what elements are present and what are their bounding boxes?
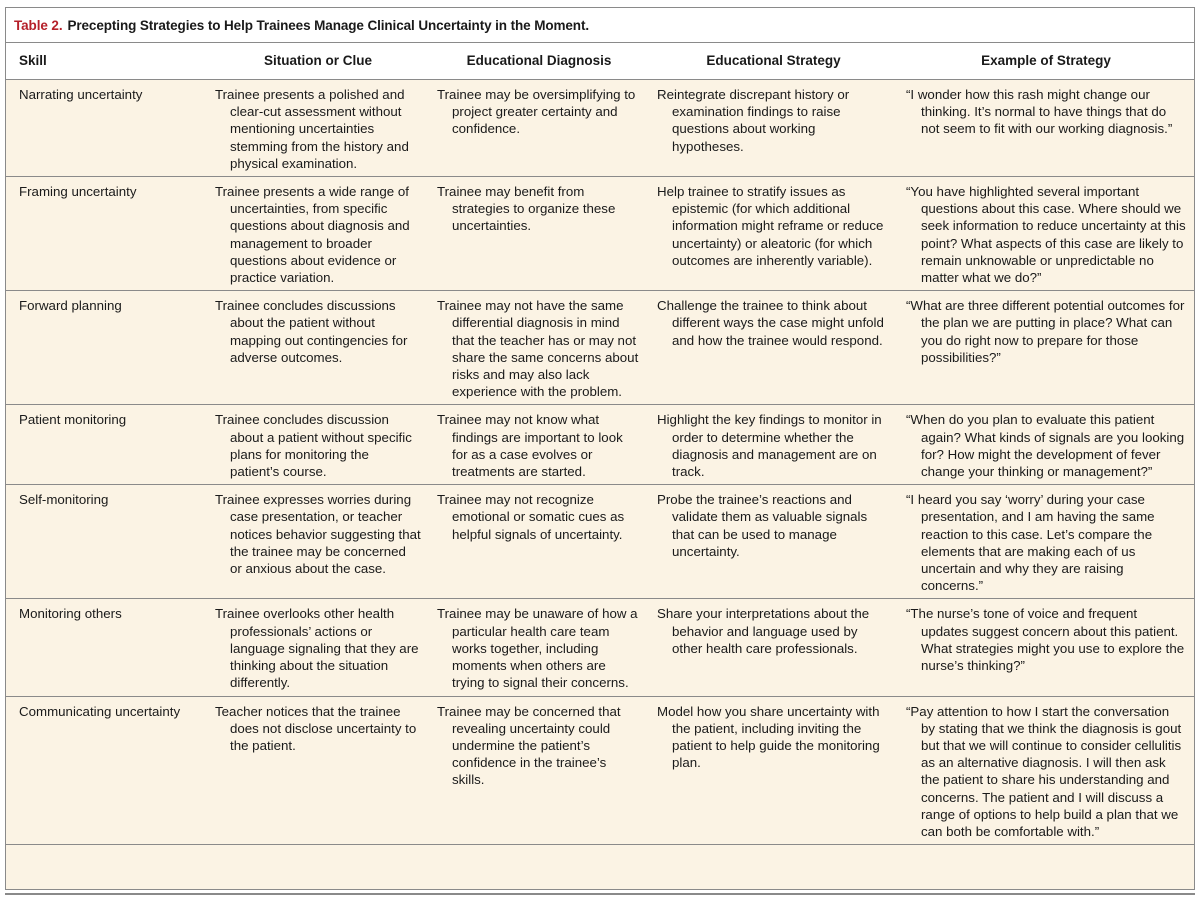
cell-example: “What are three different potential outcomes for the plan we are putting in place? What can you do right now to prepare for those possibilities?”	[898, 291, 1194, 405]
cell-example: “You have highlighted several important questions about this case. Where should we seek information to reduce uncertainty at this point? What aspects of this case are likely to remain unknowable or unpredictable no matter what we do?”	[898, 177, 1194, 291]
table-row	[6, 177, 1194, 291]
cell-skill: Communicating uncertainty	[6, 696, 207, 845]
cell-example: “I wonder how this rash might change our thinking. It’s normal to have things that do not seem to fit with our working diagnosis.”	[898, 80, 1194, 177]
cell-strategy: Reintegrate discrepant history or examination findings to raise questions about working hypotheses.	[649, 80, 898, 177]
table-title: Precepting Strategies to Help Trainees Manage Clinical Uncertainty in the Moment.	[67, 17, 589, 33]
cell-diagnosis: Trainee may benefit from strategies to organize these uncertainties.	[429, 177, 649, 291]
cell-diagnosis: Trainee may be unaware of how a particular health care team works together, including moments when others are trying to signal their concerns.	[429, 599, 649, 696]
cell-situation: Trainee expresses worries during case presentation, or teacher notices behavior suggesting that the trainee may be concerned or anxious about the case.	[207, 485, 429, 599]
cell-diagnosis: Trainee may not recognize emotional or somatic cues as helpful signals of uncertainty.	[429, 485, 649, 599]
table-label: Table 2.	[14, 17, 63, 33]
table-container	[5, 7, 1195, 890]
cell-strategy: Share your interpretations about the behavior and language used by other health care professionals.	[649, 599, 898, 696]
cell-skill: Framing uncertainty	[6, 177, 207, 291]
table-row	[6, 80, 1194, 177]
table-row	[6, 696, 1194, 845]
cell-situation: Trainee overlooks other health professionals’ actions or language signaling that they are thinking about the situation differently.	[207, 599, 429, 696]
cell-diagnosis: Trainee may be oversimplifying to project greater certainty and confidence.	[429, 80, 649, 177]
cell-situation: Teacher notices that the trainee does not disclose uncertainty to the patient.	[207, 696, 429, 845]
table-title-bar	[6, 8, 1194, 43]
cell-example: “When do you plan to evaluate this patient again? What kinds of signals are you looking for? How might the development of fever change your thinking or management?”	[898, 405, 1194, 485]
cell-situation: Trainee presents a polished and clear-cut assessment without mentioning uncertainties stemming from the history and physical examination.	[207, 80, 429, 177]
header-skill: Skill	[6, 43, 207, 80]
header-situation: Situation or Clue	[207, 43, 429, 80]
header-example: Example of Strategy	[898, 43, 1194, 80]
strategies-table	[6, 43, 1194, 845]
table-row	[6, 485, 1194, 599]
cell-skill: Forward planning	[6, 291, 207, 405]
cell-strategy: Challenge the trainee to think about different ways the case might unfold and how the trainee would respond.	[649, 291, 898, 405]
bottom-rule	[5, 893, 1195, 895]
cell-situation: Trainee concludes discussion about a patient without specific plans for monitoring the patient’s course.	[207, 405, 429, 485]
cell-skill: Monitoring others	[6, 599, 207, 696]
cell-diagnosis: Trainee may not have the same differential diagnosis in mind that the teacher has or may not share the same concerns about risks and may also lack experience with the problem.	[429, 291, 649, 405]
cell-diagnosis: Trainee may not know what findings are important to look for as a case evolves or treatments are started.	[429, 405, 649, 485]
cell-situation: Trainee concludes discussions about the patient without mapping out contingencies for adverse outcomes.	[207, 291, 429, 405]
cell-skill: Patient monitoring	[6, 405, 207, 485]
cell-example: “I heard you say ‘worry’ during your case presentation, and I am having the same reaction to this case. Let’s compare the elements that are making each of us uncertain and why they are raising concerns.”	[898, 485, 1194, 599]
cell-skill: Self-monitoring	[6, 485, 207, 599]
cell-example: “The nurse’s tone of voice and frequent updates suggest concern about this patient. What strategies might you use to explore the nurse’s thinking?”	[898, 599, 1194, 696]
cell-strategy: Probe the trainee’s reactions and validate them as valuable signals that can be used to manage uncertainty.	[649, 485, 898, 599]
cell-skill: Narrating uncertainty	[6, 80, 207, 177]
cell-strategy: Model how you share uncertainty with the patient, including inviting the patient to help guide the monitoring plan.	[649, 696, 898, 845]
table-row	[6, 291, 1194, 405]
cell-strategy: Highlight the key findings to monitor in order to determine whether the diagnosis and management are on track.	[649, 405, 898, 485]
header-strategy: Educational Strategy	[649, 43, 898, 80]
header-diagnosis: Educational Diagnosis	[429, 43, 649, 80]
cell-diagnosis: Trainee may be concerned that revealing uncertainty could undermine the patient’s confidence in the trainee’s skills.	[429, 696, 649, 845]
header-row	[6, 43, 1194, 80]
cell-strategy: Help trainee to stratify issues as epistemic (for which additional information might reframe or reduce uncertainty) or aleatoric (for which outcomes are inherently variable).	[649, 177, 898, 291]
cell-situation: Trainee presents a wide range of uncertainties, from specific questions about diagnosis and management to broader questions about evidence or practice variation.	[207, 177, 429, 291]
table-row	[6, 405, 1194, 485]
cell-example: “Pay attention to how I start the conversation by stating that we think the diagnosis is gout but that we will continue to consider cellulitis as an alternative diagnosis. I will then ask the patient to share his understanding and concerns. The patient and I will discuss a range of options to help build a plan that we can both be comfortable with.”	[898, 696, 1194, 845]
table-row	[6, 599, 1194, 696]
